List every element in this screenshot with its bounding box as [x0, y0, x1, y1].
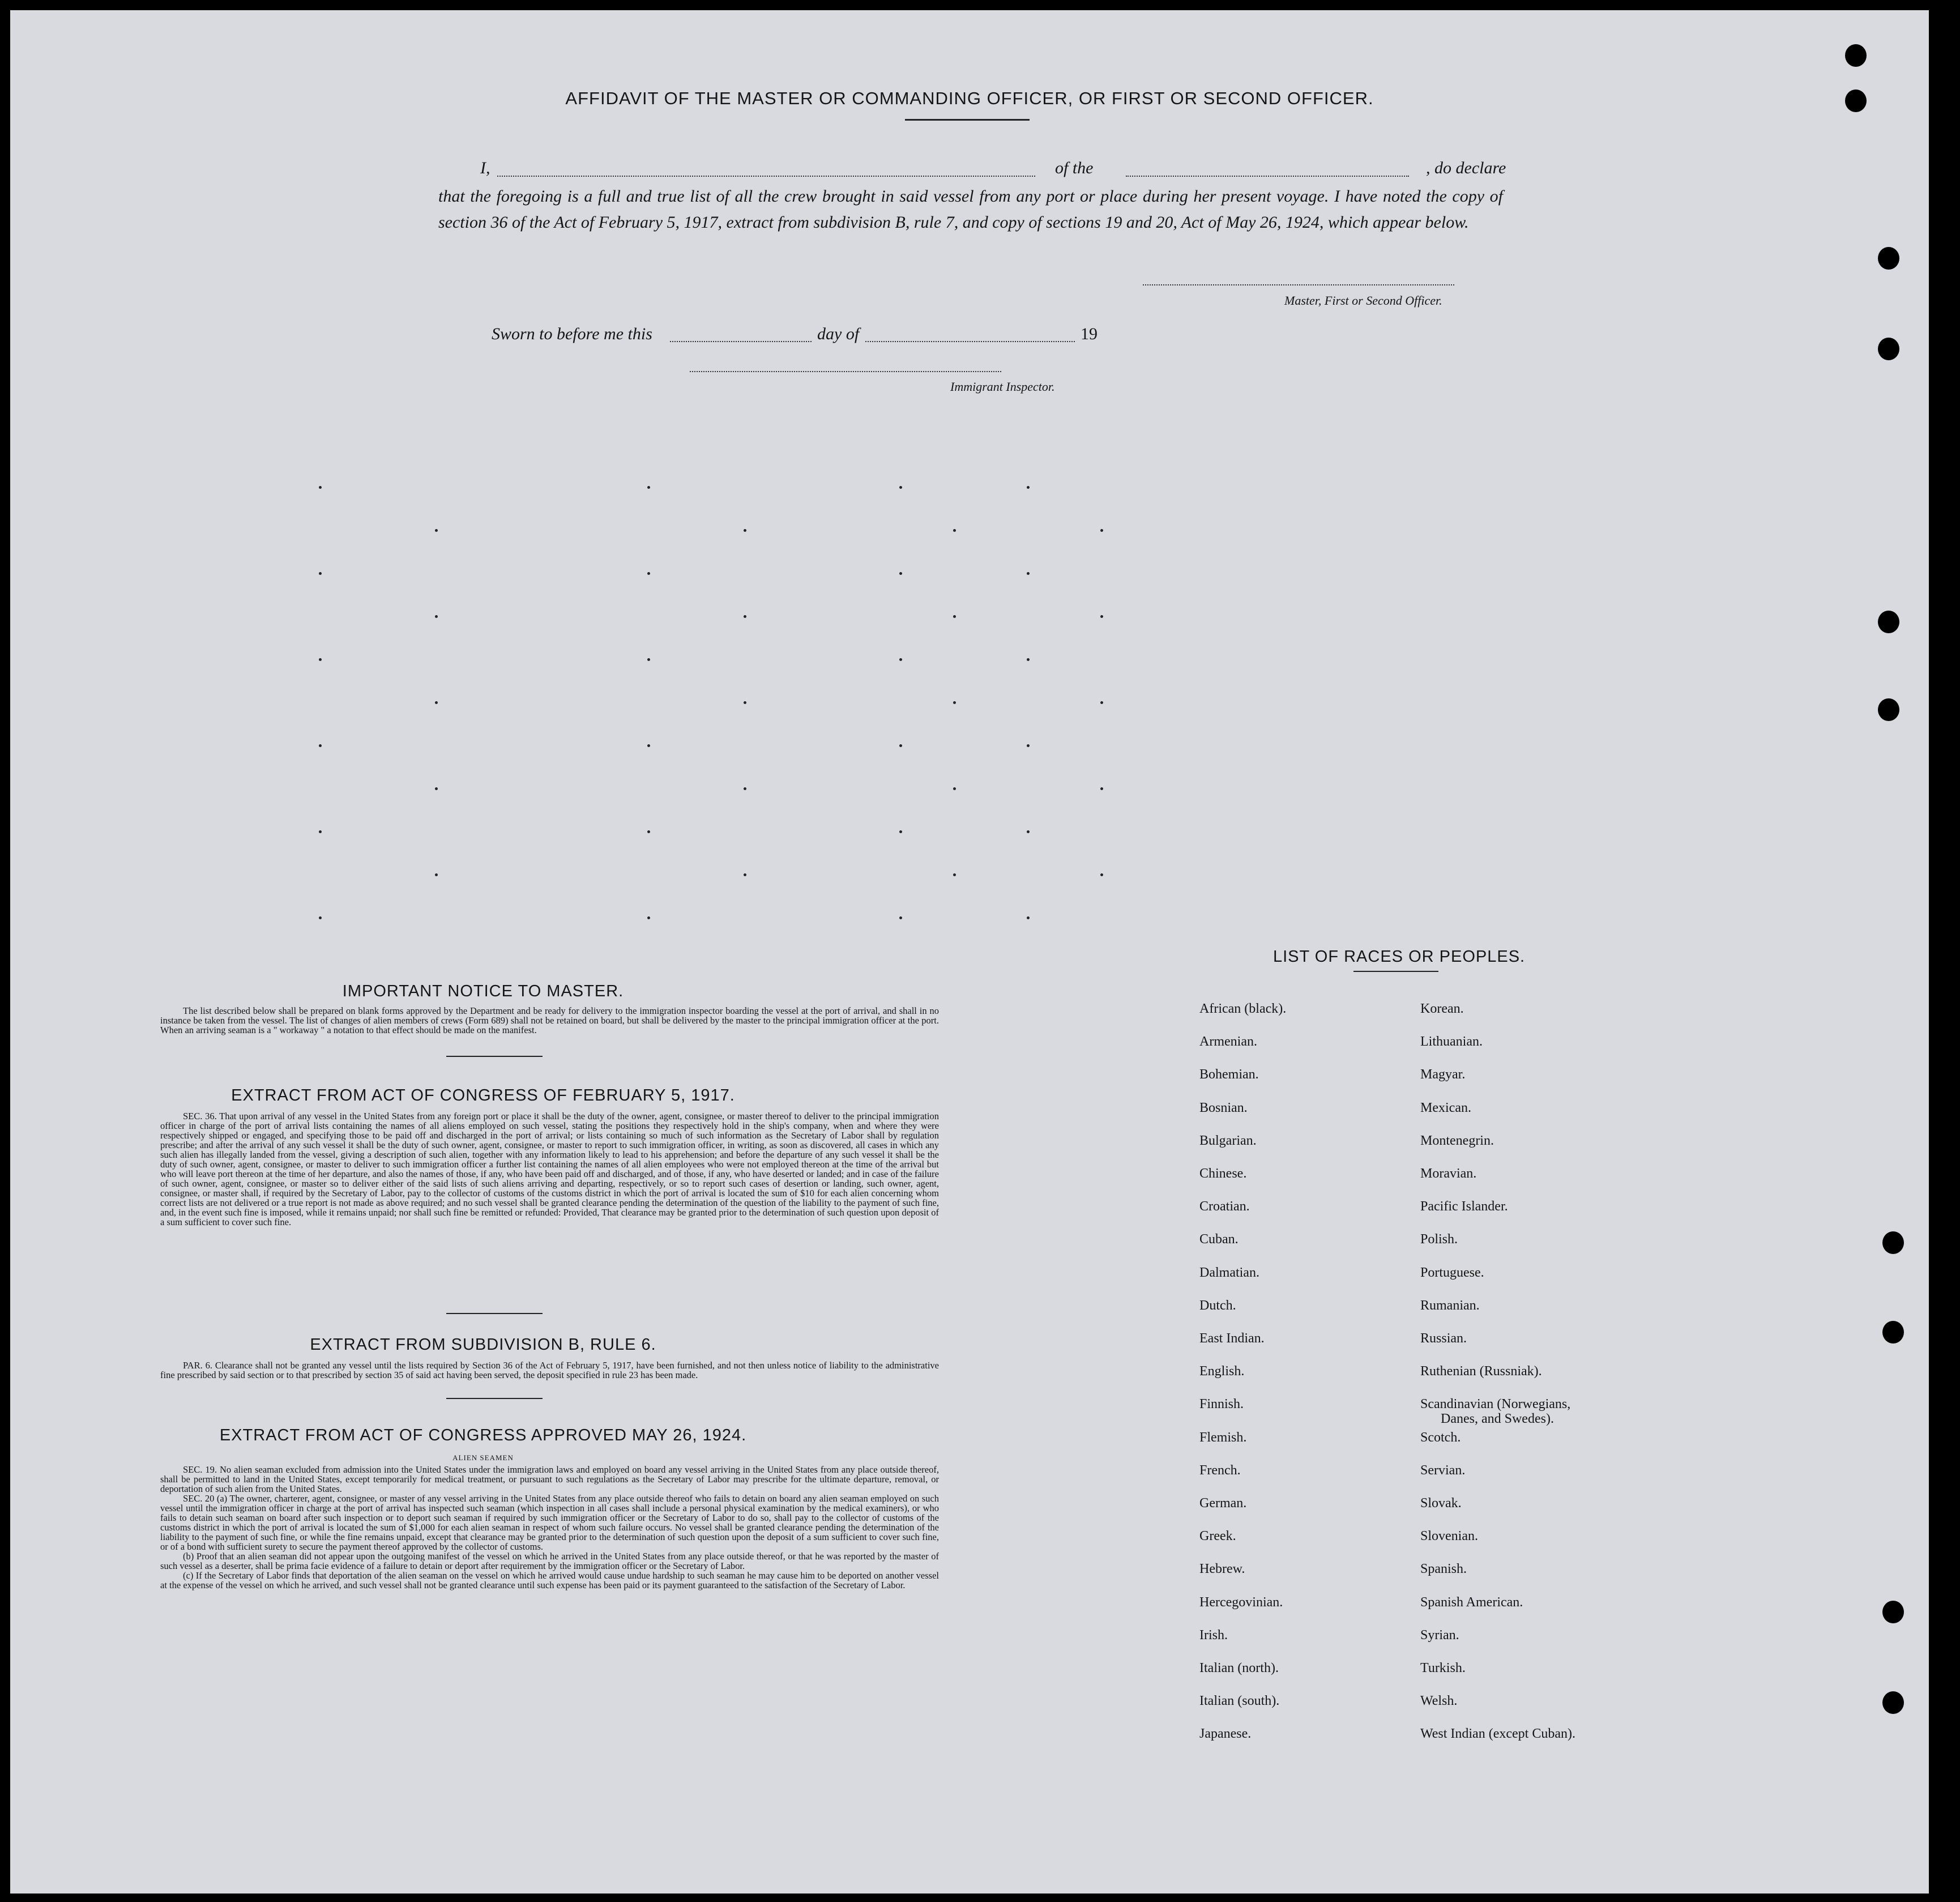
- extract-1924-title: EXTRACT FROM ACT OF CONGRESS APPROVED MAY 26, 1924.: [219, 1426, 747, 1444]
- speck: [319, 572, 322, 575]
- race-item: Slovenian.: [1420, 1529, 1478, 1544]
- alien-seamen-subhead: ALIEN SEAMEN: [452, 1453, 514, 1462]
- declaration-do-declare: , do declare: [1426, 159, 1506, 177]
- speck: [744, 529, 746, 532]
- sworn-month-blank: [865, 341, 1075, 342]
- divider: [446, 1313, 543, 1314]
- speck: [899, 916, 902, 919]
- race-item: Portuguese.: [1420, 1265, 1484, 1280]
- race-item: African (black).: [1199, 1001, 1287, 1016]
- race-item: Bulgarian.: [1199, 1133, 1257, 1148]
- race-item: Dalmatian.: [1199, 1265, 1259, 1280]
- document-page: [10, 10, 1929, 1894]
- race-item: Finnish.: [1199, 1397, 1244, 1412]
- subdivision-body: PAR. 6. Clearance shall not be granted any vessel until the lists required by Section 36 of the Act of February 5, 1917, have been furnished, and not then unless notice of liability to the administrative fine prescribed by said section or to that prescribed by section 35 of said act having been served, the deposit specified in rule 23 has been made.: [160, 1360, 939, 1380]
- races-title: LIST OF RACES OR PEOPLES.: [1273, 948, 1526, 966]
- divider: [446, 1056, 543, 1057]
- affidavit-body: that the foregoing is a full and true list of all the crew brought in said vessel from any port or place during her present voyage. I have noted the copy of section 36 of the Act of February 5, 1917, extract from subdivision B, rule 7, and copy of sections 19 and 20, Act of May 26, 1924, which appear below.: [438, 187, 1503, 232]
- speck: [744, 873, 746, 876]
- name-blank: [497, 176, 1035, 177]
- sworn-year-prefix: 19: [1081, 325, 1098, 343]
- speck: [319, 486, 322, 489]
- speck: [319, 658, 322, 661]
- race-item: Syrian.: [1420, 1627, 1459, 1643]
- inspector-signature-line: [690, 371, 1001, 372]
- speck: [953, 787, 956, 790]
- speck: [1027, 486, 1030, 489]
- speck: [1027, 744, 1030, 747]
- race-item: Magyar.: [1420, 1067, 1466, 1082]
- race-item: Mexican.: [1420, 1100, 1471, 1115]
- race-item: Polish.: [1420, 1232, 1458, 1247]
- race-item: Korean.: [1420, 1001, 1464, 1016]
- speck: [1100, 873, 1103, 876]
- race-item: Bohemian.: [1199, 1067, 1259, 1082]
- race-item: Servian.: [1420, 1462, 1466, 1478]
- speck: [647, 916, 650, 919]
- speck: [953, 615, 956, 618]
- title-underline: [905, 119, 1030, 121]
- race-item: Chinese.: [1199, 1166, 1247, 1181]
- race-item: Hercegovinian.: [1199, 1594, 1283, 1610]
- speck: [1027, 572, 1030, 575]
- race-item: Russian.: [1420, 1331, 1467, 1346]
- race-item: Hebrew.: [1199, 1562, 1245, 1577]
- race-item: Pacific Islander.: [1420, 1199, 1508, 1214]
- punch-hole: [1882, 1601, 1904, 1623]
- subdivision-title: EXTRACT FROM SUBDIVISION B, RULE 6.: [310, 1336, 656, 1354]
- vessel-blank: [1126, 176, 1409, 177]
- speck: [647, 830, 650, 833]
- race-item: English.: [1199, 1364, 1245, 1379]
- speck: [1027, 830, 1030, 833]
- speck: [744, 615, 746, 618]
- race-item: Dutch.: [1199, 1298, 1236, 1313]
- race-item: Greek.: [1199, 1529, 1236, 1544]
- race-item: Flemish.: [1199, 1430, 1247, 1445]
- speck: [953, 873, 956, 876]
- speck: [435, 529, 438, 532]
- speck: [647, 658, 650, 661]
- speck: [647, 486, 650, 489]
- speck: [953, 701, 956, 704]
- speck: [435, 873, 438, 876]
- sworn-day-blank: [670, 341, 812, 342]
- race-item: Turkish.: [1420, 1661, 1466, 1675]
- speck: [744, 701, 746, 704]
- punch-hole: [1882, 1691, 1904, 1714]
- race-item: Bosnian.: [1199, 1100, 1248, 1115]
- race-item: Croatian.: [1199, 1199, 1250, 1214]
- race-item: West Indian (except Cuban).: [1420, 1726, 1575, 1742]
- officer-signature-line: [1143, 284, 1454, 285]
- race-item: East Indian.: [1199, 1331, 1265, 1346]
- race-item: Japanese.: [1199, 1726, 1252, 1742]
- race-item: Montenegrin.: [1420, 1133, 1494, 1148]
- speck: [435, 787, 438, 790]
- inspector-caption: Immigrant Inspector.: [950, 379, 1055, 394]
- punch-hole: [1878, 338, 1899, 360]
- speck: [899, 572, 902, 575]
- sworn-text: Sworn to before me this: [492, 325, 652, 343]
- race-item: Spanish American.: [1420, 1594, 1523, 1610]
- race-item: Lithuanian.: [1420, 1034, 1483, 1050]
- declaration-i: I,: [480, 159, 490, 177]
- speck: [899, 830, 902, 833]
- speck: [435, 615, 438, 618]
- affidavit-title: AFFIDAVIT OF THE MASTER OR COMMANDING OFFICER, OR FIRST OR SECOND OFFICER.: [565, 88, 1374, 108]
- speck: [435, 701, 438, 704]
- notice-title: IMPORTANT NOTICE TO MASTER.: [342, 982, 624, 1000]
- race-item: Irish.: [1199, 1627, 1228, 1643]
- speck: [319, 916, 322, 919]
- race-item: Armenian.: [1199, 1034, 1257, 1050]
- race-item: French.: [1199, 1462, 1241, 1478]
- extract-1924-body: SEC. 19. No alien seaman excluded from admission into the United States under the immigration laws and employed on board any vessel arriving in the United States from any place outside thereof, shall be permitted to land in the United States, except temporarily for medical treatment, or pursuant to such regulations as the Secretary of Labor may prescribe for the ultimate departure, removal, or deportation of such alien from the United States. SEC. 20 (a) The owner, charterer, agent, consignee, or master of any vessel arriving in the United States from any place outside thereof who fails to detain on board any alien seaman employed on such vessel until the immigration officer in charge at the port of arrival has inspected such seaman (which inspection in all cases shall include a personal physical examination by the medical examiners), or who fails to detain such seaman on board after such inspection or to deport such seaman if required by such immigration officer or the Secretary of Labor to do so, shall pay to the collector of customs of the customs district in which the port of arrival is located the sum of $1,000 for each alien seaman in respect of whom such failure occurs. No vessel shall be granted clearance pending the determination of the liability to the payment of such fine, or while the fine remains unpaid, except that clearance may be granted prior to the determination of such question upon the deposit of a sum sufficient to cover such fine, or of a bond with sufficient surety to secure the payment thereof approved by the collector of customs. (b) Proof that an alien seaman did not appear upon the outgoing manifest of the vessel on which he arrived in the United States from any place outside thereof, or that he was reported by the master of such vessel as a deserter, shall be prima facie evidence of a failure to detain or deport after requirement by the immigration officer or the Secretary of Labor. (c) If the Secretary of Labor finds that deportation of the alien seaman on the vessel on which he arrived would cause undue hardship to such seaman he may cause him to be deported on another vessel at the expense of the vessel on which he arrived, and such vessel shall not be granted clearance until such expense has been paid or its payment guaranteed to the satisfaction of the Secretary of Labor.: [160, 1464, 939, 1590]
- race-item: Ruthenian (Russniak).: [1420, 1364, 1542, 1379]
- speck: [953, 529, 956, 532]
- speck: [899, 658, 902, 661]
- race-item: Moravian.: [1420, 1166, 1477, 1181]
- race-item: Italian (south).: [1199, 1694, 1280, 1709]
- race-item: Rumanian.: [1420, 1298, 1480, 1313]
- speck: [647, 572, 650, 575]
- race-item: German.: [1199, 1496, 1247, 1511]
- race-item: Spanish.: [1420, 1562, 1467, 1577]
- speck: [899, 486, 902, 489]
- divider: [446, 1398, 543, 1399]
- punch-hole: [1878, 611, 1899, 633]
- race-item: Italian (north).: [1199, 1661, 1279, 1675]
- officer-caption: Master, First or Second Officer.: [1284, 293, 1442, 308]
- notice-body: The list described below shall be prepared on blank forms approved by the Department and be ready for delivery to the immigration inspector boarding the vessel at the port of arrival, and shall in no instance be taken from the vessel. The list of changes of alien members of crews (Form 689) shall not be retained on board, but shall be delivered by the master to the principal immigration officer at the port. When an arriving seaman is a " workaway " a notation to that effect should be made on the manifest.: [160, 1005, 939, 1035]
- punch-hole: [1878, 698, 1899, 721]
- speck: [1100, 529, 1103, 532]
- extract-1917-title: EXTRACT FROM ACT OF CONGRESS OF FEBRUARY 5, 1917.: [231, 1086, 735, 1104]
- speck: [647, 744, 650, 747]
- speck: [1027, 916, 1030, 919]
- race-item: Cuban.: [1199, 1232, 1239, 1247]
- extract-1917-body: SEC. 36. That upon arrival of any vessel in the United States from any foreign port or place it shall be the duty of the owner, agent, consignee, or master thereof to deliver to the principal immigration officer in charge of the port of arrival lists containing the names of all aliens employed on such vessel, stating the positions they respectively hold in the ship's company, when and where they were respectively shipped or engaged, and specifying those to be paid off and discharged in the port of arrival; or lists containing so much of such information as the Secretary of Labor shall by regulation prescribe; and after the arrival of any such vessel it shall be the duty of such owner, agent, consignee, or master to report to such immigration officer, in writing, as soon as discovered, all cases in which any such alien has illegally landed from the vessel, giving a description of such alien, together with any information likely to lead to his apprehension; and before the departure of any such vessel it shall be the duty of such owner, agent, consignee, or master to deliver to such immigration officer a further list containing the names of all alien employees who were not employed thereon at the time of the arrival but who will leave port thereon at the time of her departure, and also the names of those, if any, who have been paid off and discharged, and of those, if any, who have deserted or landed; and in case of the failure of such owner, agent, consignee, or master so to deliver either of the said lists of such aliens arriving and departing, respectively, or so to report such cases of desertion or landing, such owner, agent, consignee, or master shall, if required by the Secretary of Labor, pay to the collector of customs of the customs district in which the port of arrival is located the sum of $10 for each alien concerning whom correct lists are not delivered or a true report is not made as above required; and no such vessel shall be granted clearance pending the determination of the question of the liability to the payment of such fine, and, in the event such fine is imposed, while it remains unpaid; nor shall such fine be remitted or refunded: Provided, That clearance may be granted prior to the determination of such question upon deposit of a sum sufficient to cover such fine.: [160, 1111, 939, 1227]
- speck: [1100, 701, 1103, 704]
- race-item: Welsh.: [1420, 1694, 1458, 1709]
- speck: [319, 744, 322, 747]
- speck: [899, 744, 902, 747]
- race-item: Scandinavian (Norwegians, Danes, and Swedes).: [1420, 1397, 1571, 1427]
- punch-hole: [1845, 44, 1867, 67]
- punch-hole: [1878, 247, 1899, 270]
- speck: [744, 787, 746, 790]
- speck: [1100, 615, 1103, 618]
- race-item: Slovak.: [1420, 1496, 1462, 1511]
- races-underline: [1353, 971, 1438, 972]
- speck: [319, 830, 322, 833]
- speck: [1027, 658, 1030, 661]
- declaration-of-the: of the: [1055, 159, 1094, 177]
- sworn-day-of: day of: [817, 325, 860, 343]
- speck: [1100, 787, 1103, 790]
- race-item: Scotch.: [1420, 1430, 1461, 1445]
- punch-hole: [1882, 1231, 1904, 1254]
- punch-hole: [1882, 1321, 1904, 1344]
